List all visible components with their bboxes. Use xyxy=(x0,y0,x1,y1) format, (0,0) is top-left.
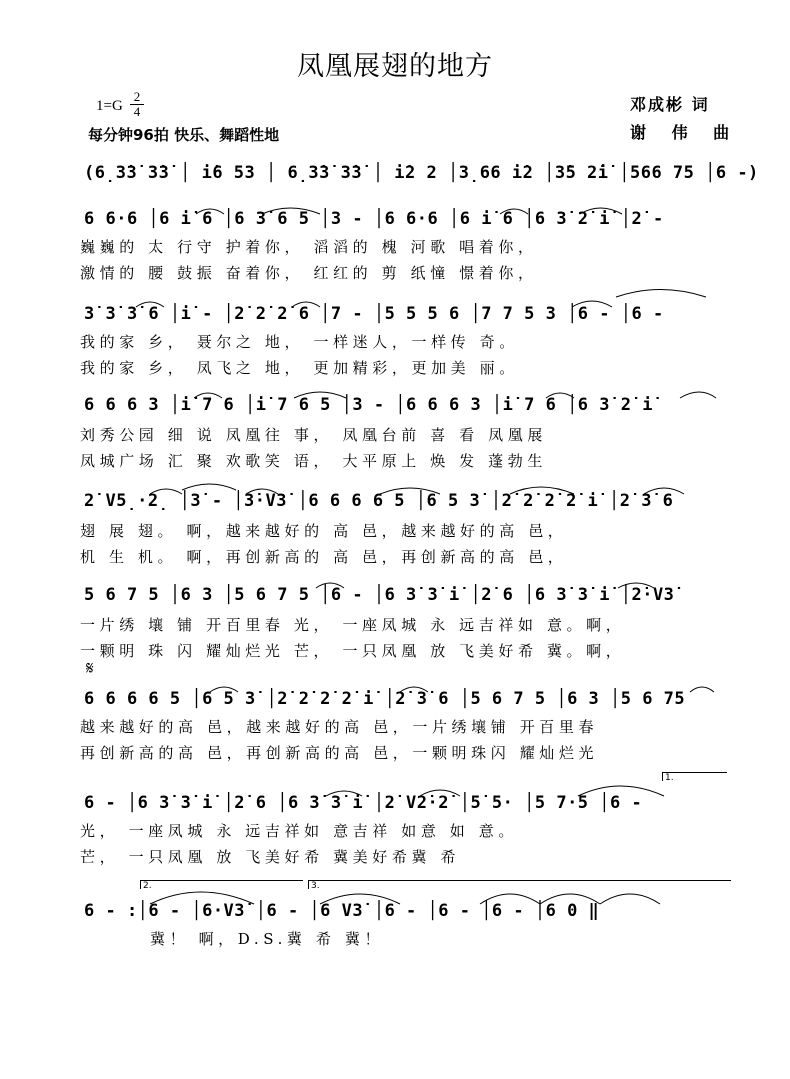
key-signature: 1=G xyxy=(96,98,123,114)
lyric-verse-2: 一颗明 珠 闪 耀灿烂光 芒， 一只凤凰 放 飞美好希 冀。啊， xyxy=(80,642,626,660)
lyric-verse-1: 巍巍的 太 行守 护着你， 滔滔的 槐 河歌 唱着你， xyxy=(80,238,538,256)
lyric-verse-1: 光， 一座凤城 永 远吉祥如 意吉祥 如意 如 意。 xyxy=(80,822,518,840)
meter-bottom: 4 xyxy=(133,104,141,119)
time-signature xyxy=(130,90,144,119)
segno-sign: 𝄋 xyxy=(86,658,94,679)
notation-line: 6 6·6 │6 i̇ 6 │6 3̇ 6 5 │3 - │6 6·6 │6 i̇ 6 │6 3̇ 2̇ i̇ │2̇ - xyxy=(84,209,664,229)
lyricist-credit: 邓成彬 词 xyxy=(630,95,710,114)
volta-1: 1. xyxy=(662,772,727,781)
lyric-verse-2: 激情的 腰 鼓振 奋着你， 红红的 剪 纸憧 憬着你， xyxy=(80,264,538,282)
lyric-verse-1: 我的家 乡， 聂尔之 地， 一样迷人，一样传 奇。 xyxy=(80,333,519,351)
lyric-verse-2: 机 生 机。 啊，再创新高的 高 邑，再创新高的高 邑， xyxy=(80,548,568,566)
meter-top: 2 xyxy=(130,90,144,105)
lyric-verse-1: 刘秀公园 细 说 凤凰往 事， 凤凰台前 喜 看 凤凰展 xyxy=(80,426,547,444)
lyric-verse-2: 芒， 一只凤凰 放 飞美好希 冀美好希冀 希 xyxy=(80,848,461,866)
lyric-verse-2: 凤城广场 汇 聚 欢歌笑 语， 大平原上 焕 发 蓬勃生 xyxy=(80,452,547,470)
composer-credit: 谢 伟 曲 xyxy=(630,123,740,142)
notation-line: 5 6 7 5 │6 3 │5 6 7 5 │6 - │6 3̇ 3̇ i̇ │2̇ 6 │6 3̇ 3̇ i̇ │2̇·V3̇ xyxy=(84,585,675,605)
notation-line: (6̣3̇3̇ 3̇3̇ │ i̇6 53 │ 6̣3̇3̇ 3̇3̇ │ i̇2 2 │3̣66 i̇2 │3̇5 2̇i̇ │566 75 │6 -) xyxy=(84,163,759,183)
volta-3: 3. xyxy=(308,880,731,889)
tempo-marking: 每分钟96拍 快乐、舞蹈性地 xyxy=(88,126,280,144)
notation-line: 6 - :│6 - │6·V3̇ │6 - │6 V3̇ │6 - │6 - │6 - │6 0 ‖ xyxy=(84,901,600,921)
notation-line: 6 6 6 6 5 │6 5 3̇ │2̇ 2̇ 2̇ 2̇ i̇ │2̇ 3̇ 6 │5 6 7 5 │6 3 │5 6 75 xyxy=(84,689,686,709)
lyric-verse-2: 我的家 乡， 凤飞之 地， 更加精彩，更加美 丽。 xyxy=(80,359,519,377)
notation-line: 6 - │6 3̇ 3̇ i̇ │2̇ 6 │6 3̇ 3̇ i̇ │2̇ V2̇·2̇ │5̇ 5· │5 7·5 │6 - xyxy=(84,793,643,813)
page-title: 凤凰展翅的地方 xyxy=(297,51,493,82)
lyric-verse-1: 越来越好的高 邑，越来越好的高 邑，一片绣壤铺 开百里春 xyxy=(80,718,599,736)
lyric-ending: 冀！ 啊，D.S.冀 希 冀！ xyxy=(150,930,385,948)
lyric-verse-2: 再创新高的高 邑，再创新高的高 邑，一颗明珠闪 耀灿烂光 xyxy=(80,744,599,762)
notation-line: 3̇ 3̇ 3̇ 6 │i̇ - │2̇ 2̇ 2̇ 6 │7 - │5 5 5 6 │7 7 5 3 │6 - │6 - xyxy=(84,304,664,324)
notation-line: 6 6 6 3 │i̇ 7 6 │i̇ 7 6 5 │3 - │6 6 6 3 │i̇ 7 6 │6 3̇ 2̇ i̇ xyxy=(84,395,653,415)
lyric-verse-1: 翅 展 翅。 啊，越来越好的 高 邑，越来越好的高 邑， xyxy=(80,522,568,540)
lyric-verse-1: 一片绣 壤 铺 开百里春 光， 一座凤城 永 远吉祥如 意。啊， xyxy=(80,616,626,634)
volta-2: 2. xyxy=(140,880,303,889)
notation-line: 2̇ V5̣·2̣ │3̇ - │3̇·V3̇ │6 6 6 6 5 │6 5 3̇ │2̇ 2̇ 2̇ 2̇ i̇ │2̇ 3̇ 6 xyxy=(84,491,674,511)
